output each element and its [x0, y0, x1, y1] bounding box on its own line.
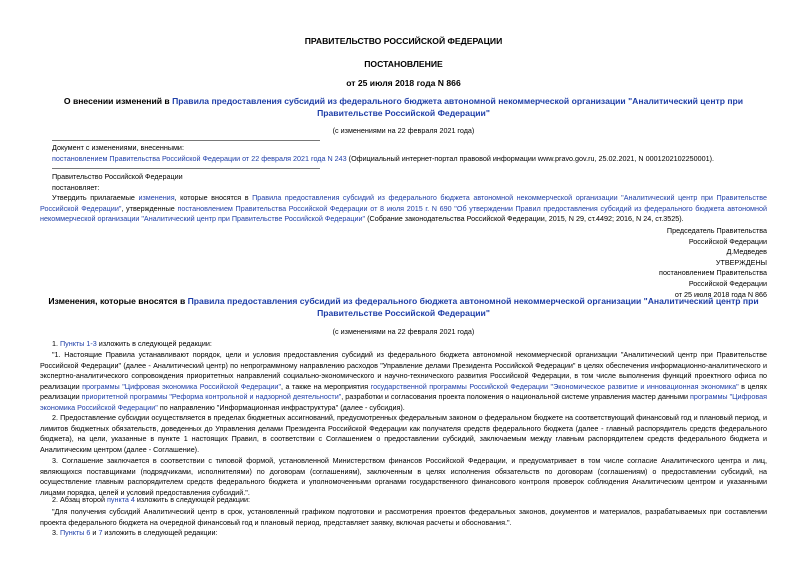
approve-text: Утвердить прилагаемые — [52, 193, 139, 202]
divider — [52, 140, 320, 141]
document-type: ПОСТАНОВЛЕНИЕ — [364, 59, 443, 69]
approve-paragraph — [40, 193, 767, 225]
document-date-number: от 25 июля 2018 года N 866 — [346, 78, 461, 88]
signature-block — [659, 226, 767, 300]
item-number: 2. Абзац второй — [52, 495, 108, 504]
priority-program-link[interactable]: приоритетной программы "Реформа контрольной и надзорной деятельности" — [81, 392, 342, 402]
decree-690-link[interactable]: постановлением Правительства Российской Федерации от 8 июля 2015 г. N 690 "Об утверждении Правил предоставления субсидий из федерального бюджета автономной некоммерческой организации "Аналитический центр при Правительстве Российской Федерации" — [40, 203, 767, 224]
revision-note: (с изменениями на 22 февраля 2021 года) — [332, 327, 475, 336]
approve-text: , утвержденные — [121, 203, 178, 213]
digital-economy-link[interactable]: программы "Цифровая экономика Российской Федерации" — [40, 392, 768, 412]
preamble-line-1: Правительство Российской Федерации — [52, 172, 183, 181]
paragraph-4: "Для получения субсидий Аналитический центр в срок, установленный графиком подготовки и рассмотрения проектов федеральных законов, документов и материалов, разрабатываемых при составлении проекта федерального бюджета на очередной финансовый год и плановый период, представляет заявку, включая расчеты и обоснования.". — [40, 507, 767, 527]
approved-date: от 25 июля 2018 года N 866 — [674, 289, 767, 299]
amendments-intro: Документ с изменениями, внесенными: — [52, 143, 184, 152]
rules-link[interactable]: Правила предоставления субсидий из федерального бюджета автономной некоммерческой организации "Аналитический центр при Правительстве Российской Федерации" — [172, 96, 744, 118]
item-number: 3. — [52, 528, 60, 537]
rules-link[interactable]: Правила предоставления субсидий из федерального бюджета автономной некоммерческой организации "Аналитический центр при Правительстве Российской Федерации" — [40, 193, 767, 213]
rules-link[interactable]: Правила предоставления субсидий из федерального бюджета автономной некоммерческой организации "Аналитический центр при Правительстве Российской Федерации" — [187, 296, 759, 318]
item-1 — [40, 339, 767, 350]
preamble — [52, 172, 770, 193]
signature-name: Д.Медведев — [726, 247, 767, 257]
changes-title-prefix: Изменения, которые вносятся в — [48, 296, 188, 306]
signature-line: Председатель Правительства — [666, 226, 767, 235]
amendment-decree-link[interactable]: постановлением Правительства Российской Федерации от 22 февраля 2021 года N 243 — [52, 153, 347, 163]
paragraph-text: , а также на мероприятия — [281, 381, 371, 391]
document-title — [40, 96, 767, 119]
paragraph-2: 2. Предоставление субсидии осуществляется в пределах бюджетных ассигнований, предусмотренных федеральным законом о федеральном бюджете на соответствующий финансовый год и плановый период, и лимитов бюджетных обязательств, доведенных до Управления делами Президента Российской Федерации как получателя средств федерального бюджета (далее - главный распорядитель средств федерального бюджета), на цели, указанные в пункте 1 настоящих Правил, в соответствии с Соглашением о предоставлении субсидий, заключаемым между главным распорядителем средств федерального бюджета и Аналитическим центром (далее - Соглашение). — [40, 413, 767, 454]
paragraph-3: 3. Соглашение заключается в соответствии с типовой формой, установленной Министерством финансов Российской Федерации, и предусматривает в том числе согласие Аналитического центра и лиц, являющихся поставщиками (подрядчиками, исполнителями) по договорам (соглашениям), заключенным в целях исполнения обязательств по договорам (соглашениям) о предоставлении субсидий, на осуществление главным распорядителем средств федерального бюджета и уполномоченными органами государственного финансового контроля проверок соблюдения Аналитическим центром и указанными лицами порядка, целей и условий предоставления субсидий.". — [40, 456, 767, 497]
changes-link[interactable]: изменения — [138, 193, 175, 202]
point-6-link[interactable]: Пункты 6 — [60, 528, 91, 537]
amendment-source: (Официальный интернет-портал правовой информации www.pravo.gov.ru, 25.02.2021, N 0001202102250001). — [346, 153, 714, 163]
item-number: 1. — [52, 339, 60, 348]
changes-title — [40, 296, 767, 319]
item-text: изложить в следующей редакции: — [96, 339, 212, 348]
paragraph-1 — [40, 350, 767, 414]
state-program-link[interactable]: государственной программы Российской Федерации "Экономическое развитие и инновационная экономика" — [370, 381, 739, 391]
preamble-line-2: постановляет: — [52, 182, 100, 192]
divider — [52, 168, 320, 169]
item-text: изложить в следующей редакции: — [102, 528, 218, 537]
amendments-block — [52, 143, 770, 164]
item-text: изложить в следующей редакции: — [134, 495, 250, 504]
paragraph-text: в целях реализации — [40, 381, 767, 402]
signature-line: Российской Федерации — [688, 236, 767, 246]
paragraph-text: , разработки и согласования проекта положения о национальной системе управления мастер данными — [341, 392, 691, 402]
digital-economy-link[interactable]: программы "Цифровая экономика Российской Федерации" — [82, 381, 281, 391]
approve-text: , которые вносятся в — [174, 193, 253, 202]
point-7-link[interactable]: 7 — [98, 528, 103, 537]
approve-text: (Собрание законодательства Российской Федерации, 2015, N 29, ст.4492; 2016, N 24, ст.3525). — [365, 214, 684, 224]
points-1-3-link[interactable]: Пункты 1-3 — [60, 339, 97, 348]
government-header: ПРАВИТЕЛЬСТВО РОССИЙСКОЙ ФЕДЕРАЦИИ — [304, 36, 503, 46]
approved-line: постановлением Правительства — [659, 268, 767, 278]
point-4-link[interactable]: пункта 4 — [107, 495, 135, 504]
item-2 — [40, 495, 767, 506]
approved-heading: УТВЕРЖДЕНЫ — [715, 257, 767, 267]
title-prefix: О внесении изменений в — [63, 96, 173, 106]
item-text: и — [90, 528, 99, 537]
approved-line: Российской Федерации — [688, 278, 767, 288]
revision-note: (с изменениями на 22 февраля 2021 года) — [332, 126, 475, 135]
paragraph-text: по направлению "Информационная инфраструктура" (далее - субсидия). — [157, 402, 405, 412]
item-3 — [40, 528, 767, 539]
amendments-line — [52, 154, 770, 165]
paragraph-text: "1. Настоящие Правила устанавливают порядок, цели и условия предоставления субсидий из федерального бюджета автономной некоммерческой организации "Аналитический центр при Правительстве Российской Федерации" (далее - Аналитический центр) по непрограммному направлению расходов "Управление делами Президента Российской Федерации" в целях обеспечения информационно-аналитического и экспертно-аналитического сопровождения приоритетных направлений социально-экономического и научно-технического развития Российской Федерации, в том числе выполнения функций проектного офиса по реализации — [40, 350, 767, 391]
